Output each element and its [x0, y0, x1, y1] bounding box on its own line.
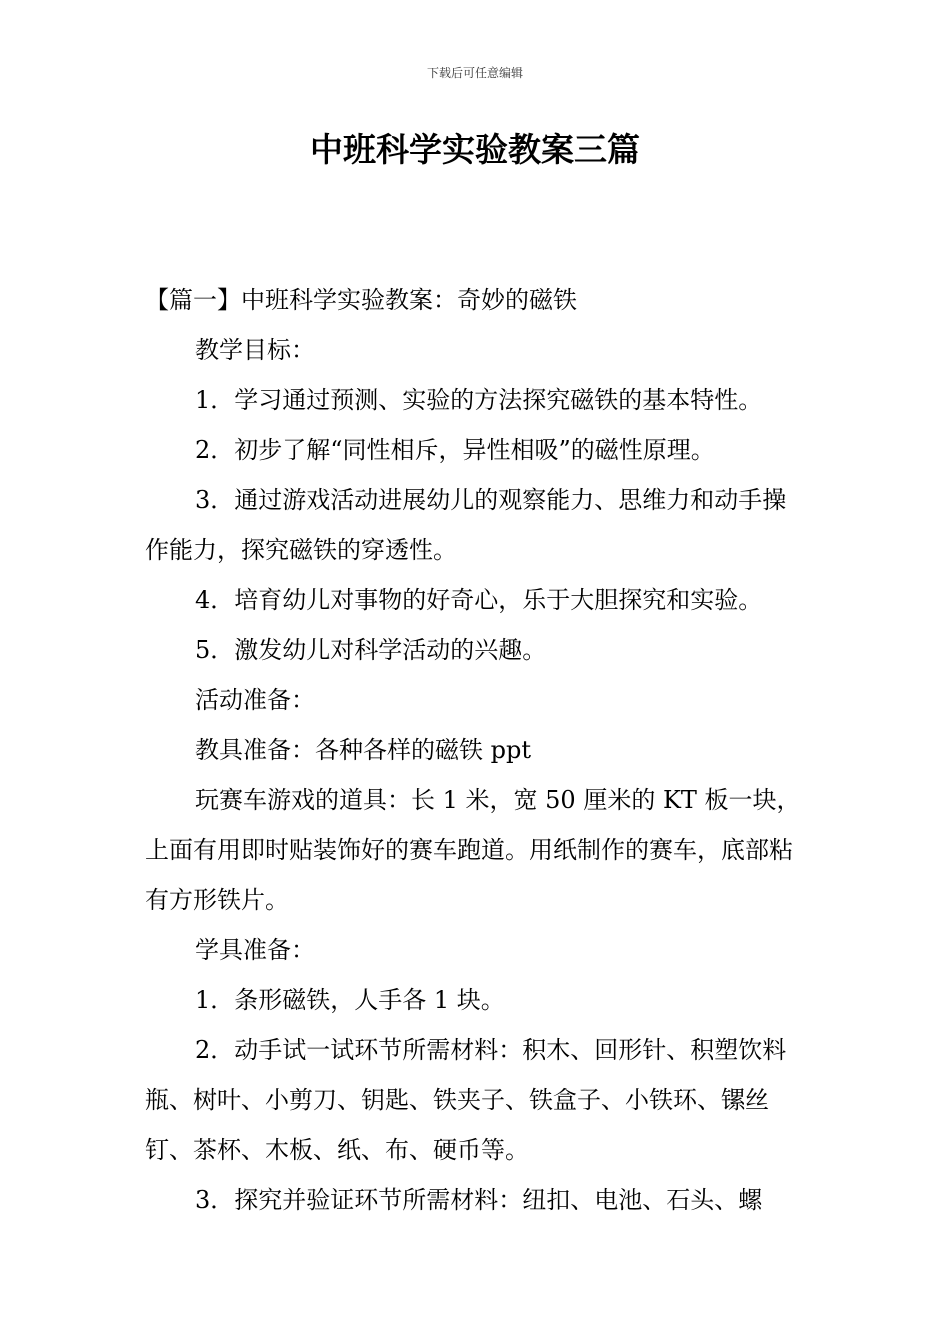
- paragraph: 1．条形磁铁，人手各 1 块。: [195, 986, 505, 1014]
- paragraph: 2．动手试一试环节所需材料：积木、回形针、积塑饮料瓶、树叶、小剪刀、钥匙、铁夹子、铁盒子、小铁环、镙丝钉、茶杯、木板、纸、布、硬币等。: [145, 1036, 787, 1164]
- document-body: [145, 275, 807, 1225]
- paragraph: 2．初步了解“同性相斥，异性相吸”的磁性原理。: [195, 436, 715, 464]
- paragraph: 1．学习通过预测、实验的方法探究磁铁的基本特性。: [195, 386, 763, 414]
- header-note: 下载后可任意编辑: [426, 66, 523, 80]
- paragraph: 学具准备：: [195, 936, 315, 964]
- section-heading: 【篇一】中班科学实验教案：奇妙的磁铁: [145, 286, 577, 314]
- paragraph: 玩赛车游戏的道具：长 1 米，宽 50 厘米的 KT 板一块，上面有用即时贴装饰好的赛车跑道。用纸制作的赛车，底部粘有方形铁片。: [145, 786, 801, 914]
- paragraph: 5．激发幼儿对科学活动的兴趣。: [195, 636, 547, 664]
- paragraph: 4．培育幼儿对事物的好奇心，乐于大胆探究和实验。: [195, 586, 763, 614]
- document-title: 中班科学实验教案三篇: [310, 130, 640, 169]
- paragraph: 3．通过游戏活动进展幼儿的观察能力、思维力和动手操作能力，探究磁铁的穿透性。: [145, 486, 787, 564]
- paragraph: 3．探究并验证环节所需材料：纽扣、电池、石头、螺: [195, 1186, 763, 1214]
- paragraph: 教学目标：: [195, 336, 315, 364]
- paragraph: 活动准备：: [195, 686, 315, 714]
- paragraph: 教具准备：各种各样的磁铁 ppt: [195, 736, 531, 764]
